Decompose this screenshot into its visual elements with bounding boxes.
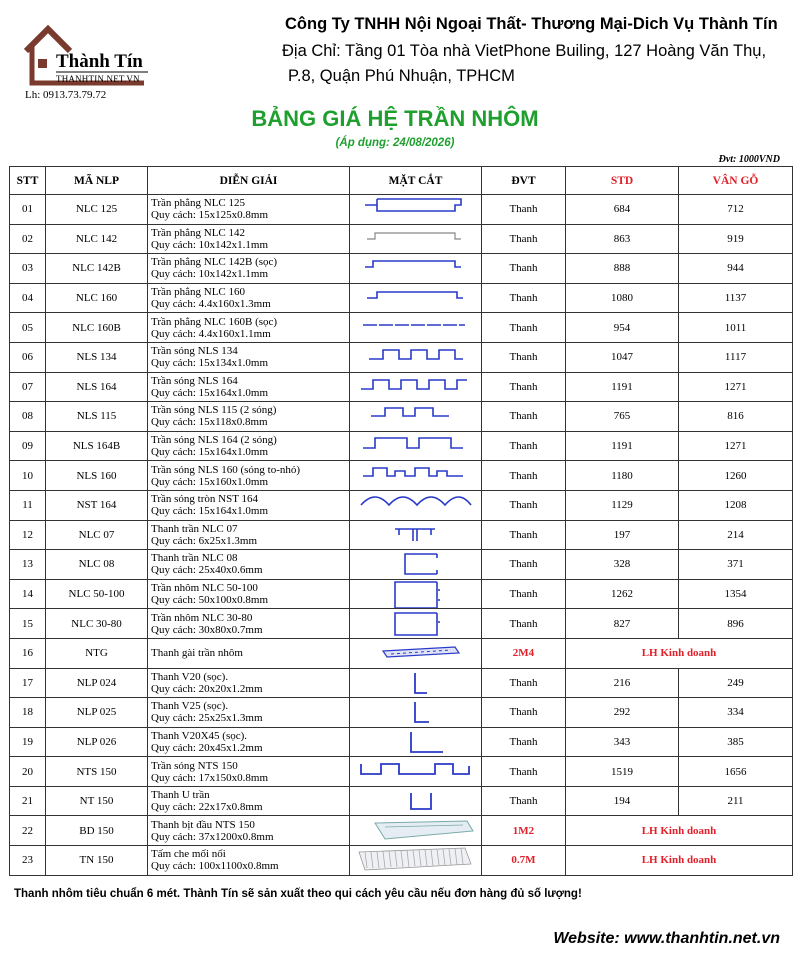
description-spec: Quy cách: 37x1200x0.8mm (151, 830, 274, 843)
description-spec: Quy cách: 15x118x0.8mm (151, 416, 268, 429)
cross-section-profile-icon (355, 402, 477, 430)
table-row (10, 224, 793, 254)
stt-cell: 18 (10, 698, 46, 728)
description-name: Trần sóng NLS 160 (sóng to-nhỏ) (151, 463, 301, 476)
stt-cell: 20 (10, 757, 46, 787)
code-cell: NLS 160 (46, 461, 148, 491)
cross-section-cell (350, 520, 482, 550)
description-name: Trần sóng NLS 164 (2 sóng) (151, 434, 277, 447)
description-name: Trần phẳng NLC 142 (151, 226, 246, 239)
stt-cell: 04 (10, 283, 46, 313)
cross-section-cell (350, 431, 482, 461)
col-header-std: STD (566, 167, 679, 195)
table-row (10, 490, 793, 520)
cross-section-cell (350, 550, 482, 580)
description-spec: Quy cách: 15x160x1.0mm (151, 475, 269, 488)
contact-sales-cell: LH Kinh doanh (566, 816, 793, 846)
effective-date: (Áp dụng: 24/08/2026) (335, 137, 455, 149)
unit-cell: Thanh (482, 461, 566, 491)
table-row (10, 342, 793, 372)
stt-cell: 23 (10, 846, 46, 876)
description-spec: Quy cách: 15x164x1.0mm (151, 386, 269, 399)
table-row (10, 846, 793, 876)
cross-section-cell (350, 195, 482, 225)
std-price-cell: 1047 (566, 342, 679, 372)
code-cell: NST 164 (46, 490, 148, 520)
code-cell: NLC 30-80 (46, 609, 148, 639)
unit-cell: Thanh (482, 283, 566, 313)
contact-sales-cell: LH Kinh doanh (566, 846, 793, 876)
description-spec: Quy cách: 15x164x1.0mm (151, 505, 269, 518)
col-header-wood: VÂN GỖ (679, 167, 793, 195)
description-spec: Quy cách: 50x100x0.8mm (151, 594, 269, 607)
wood-price-cell: 896 (679, 609, 793, 639)
description-spec: Quy cách: 22x17x0.8mm (151, 801, 263, 814)
stt-cell: 16 (10, 638, 46, 668)
std-price-cell: 1519 (566, 757, 679, 787)
wood-price-cell: 1208 (679, 490, 793, 520)
unit-cell: Thanh (482, 609, 566, 639)
unit-cell: Thanh (482, 757, 566, 787)
description-name: Trần sóng NTS 150 (151, 759, 238, 772)
wood-price-cell: 1260 (679, 461, 793, 491)
description-name: Trần sóng NLS 164 (151, 374, 238, 387)
logo-phone: Lh: 0913.73.79.72 (25, 89, 107, 101)
wood-price-cell: 944 (679, 254, 793, 284)
cross-section-profile-icon (355, 698, 477, 726)
description-spec: Quy cách: 10x142x1.1mm (151, 268, 269, 281)
address-line-1: Địa Chỉ: Tầng 01 Tòa nhà VietPhone Builing, 127 Hoàng Văn Thụ, (282, 42, 767, 60)
code-cell: NLS 134 (46, 342, 148, 372)
stt-cell: 11 (10, 490, 46, 520)
cross-section-profile-icon (355, 491, 477, 519)
std-price-cell: 1080 (566, 283, 679, 313)
col-header-code: MÃ NLP (46, 167, 148, 195)
table-row (10, 283, 793, 313)
description-cell (148, 698, 350, 728)
stt-cell: 21 (10, 786, 46, 816)
unit-cell: Thanh (482, 698, 566, 728)
description-spec: Quy cách: 4.4x160x1.1mm (151, 327, 271, 340)
table-row (10, 520, 793, 550)
unit-cell: Thanh (482, 786, 566, 816)
code-cell: NLP 025 (46, 698, 148, 728)
code-cell: BD 150 (46, 816, 148, 846)
description-cell (148, 461, 350, 491)
cross-section-profile-icon (355, 314, 477, 342)
description-cell (148, 786, 350, 816)
wood-price-cell: 1354 (679, 579, 793, 609)
std-price-cell: 1129 (566, 490, 679, 520)
std-price-cell: 684 (566, 195, 679, 225)
cross-section-cell (350, 402, 482, 432)
code-cell: NLC 142 (46, 224, 148, 254)
table-row (10, 668, 793, 698)
description-cell (148, 431, 350, 461)
cross-section-profile-icon (355, 373, 477, 401)
std-price-cell: 954 (566, 313, 679, 343)
table-row (10, 757, 793, 787)
description-spec: Quy cách: 17x150x0.8mm (151, 771, 269, 784)
table-row (10, 698, 793, 728)
currency-unit: Đvt: 1000VND (718, 154, 780, 165)
description-name: Trần sóng NLS 115 (2 sóng) (151, 404, 277, 417)
description-spec: Quy cách: 15x125x0.8mm (151, 209, 269, 222)
table-row (10, 638, 793, 668)
std-price-cell: 343 (566, 727, 679, 757)
table-row (10, 727, 793, 757)
unit-cell: Thanh (482, 195, 566, 225)
description-cell (148, 195, 350, 225)
description-name: Thanh trần NLC 07 (151, 522, 238, 535)
page-title: BẢNG GIÁ HỆ TRẦN NHÔM (251, 106, 539, 131)
std-price-cell: 888 (566, 254, 679, 284)
cross-section-profile-icon (355, 462, 477, 490)
code-cell: NTS 150 (46, 757, 148, 787)
wood-price-cell: 1271 (679, 372, 793, 402)
stt-cell: 10 (10, 461, 46, 491)
wood-price-cell: 371 (679, 550, 793, 580)
stt-cell: 17 (10, 668, 46, 698)
cross-section-profile-icon (355, 254, 477, 282)
stt-cell: 01 (10, 195, 46, 225)
description-cell (148, 550, 350, 580)
description-cell (148, 668, 350, 698)
std-price-cell: 216 (566, 668, 679, 698)
table-row (10, 579, 793, 609)
description-cell (148, 402, 350, 432)
description-name: Thanh U trần (151, 789, 210, 802)
description-spec: Quy cách: 10x142x1.1mm (151, 238, 269, 251)
stt-cell: 02 (10, 224, 46, 254)
footer-note: Thanh nhôm tiêu chuẩn 6 mét. Thành Tín sẽ sản xuất theo qui cách yêu cầu nếu đơn hàng đủ số lượng! (14, 888, 582, 900)
cross-section-profile-icon (355, 521, 477, 549)
unit-cell: Thanh (482, 313, 566, 343)
table-row (10, 195, 793, 225)
wood-price-cell: 816 (679, 402, 793, 432)
cross-section-profile-icon (355, 846, 477, 874)
unit-cell: Thanh (482, 402, 566, 432)
stt-cell: 09 (10, 431, 46, 461)
cross-section-cell (350, 342, 482, 372)
cross-section-profile-icon (355, 787, 477, 815)
cross-section-profile-icon (355, 669, 477, 697)
std-price-cell: 328 (566, 550, 679, 580)
cross-section-cell (350, 372, 482, 402)
table-header-row (10, 167, 793, 195)
wood-price-cell: 1011 (679, 313, 793, 343)
description-name: Thanh trần NLC 08 (151, 552, 238, 565)
description-cell (148, 757, 350, 787)
description-name: Thanh bịt đầu NTS 150 (151, 818, 255, 831)
cross-section-cell (350, 313, 482, 343)
code-cell: NLC 08 (46, 550, 148, 580)
wood-price-cell: 385 (679, 727, 793, 757)
table-row (10, 550, 793, 580)
code-cell: NLP 026 (46, 727, 148, 757)
code-cell: TN 150 (46, 846, 148, 876)
cross-section-cell (350, 698, 482, 728)
stt-cell: 12 (10, 520, 46, 550)
stt-cell: 06 (10, 342, 46, 372)
col-header-stt: STT (10, 167, 46, 195)
code-cell: NLP 024 (46, 668, 148, 698)
description-cell (148, 638, 350, 668)
wood-price-cell: 1117 (679, 342, 793, 372)
wood-price-cell: 1656 (679, 757, 793, 787)
description-cell (148, 224, 350, 254)
table-row (10, 461, 793, 491)
unit-cell: Thanh (482, 431, 566, 461)
cross-section-profile-icon (355, 195, 477, 223)
description-name: Thanh V20 (sọc). (151, 670, 229, 683)
description-cell (148, 727, 350, 757)
company-name: Công Ty TNHH Nội Ngoại Thất- Thương Mại-Dich Vụ Thành Tín (285, 15, 778, 33)
description-spec: Quy cách: 25x40x0.6mm (151, 564, 263, 577)
table-row (10, 431, 793, 461)
code-cell: NTG (46, 638, 148, 668)
table-row (10, 786, 793, 816)
page-header (0, 0, 800, 165)
cross-section-cell (350, 786, 482, 816)
cross-section-cell (350, 609, 482, 639)
description-spec: Quy cách: 4.4x160x1.3mm (151, 298, 271, 311)
unit-cell: Thanh (482, 520, 566, 550)
description-cell (148, 609, 350, 639)
table-body (10, 195, 793, 876)
description-spec: Quy cách: 6x25x1.3mm (151, 534, 258, 547)
stt-cell: 14 (10, 579, 46, 609)
unit-cell: Thanh (482, 254, 566, 284)
unit-cell: Thanh (482, 342, 566, 372)
description-name: Trần phẳng NLC 160 (151, 286, 246, 299)
description-spec: Quy cách: 25x25x1.3mm (151, 712, 263, 725)
code-cell: NLC 50-100 (46, 579, 148, 609)
unit-cell: 2M4 (482, 638, 566, 668)
code-cell: NLS 164 (46, 372, 148, 402)
cross-section-profile-icon (355, 728, 477, 756)
cross-section-cell (350, 668, 482, 698)
description-cell (148, 283, 350, 313)
cross-section-profile-icon (355, 550, 477, 578)
code-cell: NLC 160B (46, 313, 148, 343)
cross-section-cell (350, 461, 482, 491)
code-cell: NT 150 (46, 786, 148, 816)
description-spec: Quy cách: 15x164x1.0mm (151, 446, 269, 459)
std-price-cell: 1262 (566, 579, 679, 609)
stt-cell: 13 (10, 550, 46, 580)
code-cell: NLC 125 (46, 195, 148, 225)
stt-cell: 03 (10, 254, 46, 284)
std-price-cell: 292 (566, 698, 679, 728)
cross-section-cell (350, 757, 482, 787)
description-cell (148, 846, 350, 876)
cross-section-profile-icon (355, 284, 477, 312)
std-price-cell: 1191 (566, 431, 679, 461)
description-name: Trần nhôm NLC 30-80 (151, 611, 253, 624)
contact-sales-cell: LH Kinh doanh (566, 638, 793, 668)
logo-url: THANHTIN.NET.VN (56, 74, 140, 84)
code-cell: NLC 07 (46, 520, 148, 550)
std-price-cell: 863 (566, 224, 679, 254)
wood-price-cell: 211 (679, 786, 793, 816)
website-link[interactable]: Website: www.thanhtin.net.vn (553, 930, 780, 947)
wood-price-cell: 334 (679, 698, 793, 728)
cross-section-profile-icon (355, 758, 477, 786)
code-cell: NLC 142B (46, 254, 148, 284)
unit-cell: Thanh (482, 372, 566, 402)
cross-section-cell (350, 579, 482, 609)
cross-section-profile-icon (355, 610, 477, 638)
cross-section-profile-icon (355, 580, 477, 608)
table-row (10, 313, 793, 343)
std-price-cell: 194 (566, 786, 679, 816)
logo-name: Thành Tín (56, 51, 143, 72)
cross-section-cell (350, 638, 482, 668)
cross-section-profile-icon (355, 639, 477, 667)
unit-cell: Thanh (482, 727, 566, 757)
table-row (10, 816, 793, 846)
std-price-cell: 827 (566, 609, 679, 639)
description-cell (148, 816, 350, 846)
cross-section-profile-icon (355, 817, 477, 845)
stt-cell: 08 (10, 402, 46, 432)
company-logo (20, 25, 160, 105)
description-name: Trần phẳng NLC 125 (151, 197, 246, 210)
unit-cell: Thanh (482, 224, 566, 254)
cross-section-cell (350, 490, 482, 520)
cross-section-profile-icon (355, 343, 477, 371)
description-cell (148, 254, 350, 284)
cross-section-cell (350, 254, 482, 284)
cross-section-cell (350, 846, 482, 876)
cross-section-cell (350, 283, 482, 313)
table-row (10, 254, 793, 284)
description-cell (148, 372, 350, 402)
unit-cell: Thanh (482, 668, 566, 698)
description-spec: Quy cách: 30x80x0.7mm (151, 623, 263, 636)
std-price-cell: 197 (566, 520, 679, 550)
code-cell: NLS 164B (46, 431, 148, 461)
description-spec: Quy cách: 15x134x1.0mm (151, 357, 269, 370)
std-price-cell: 1180 (566, 461, 679, 491)
stt-cell: 19 (10, 727, 46, 757)
description-name: Tấm che mối nối (151, 848, 226, 861)
description-name: Trần nhôm NLC 50-100 (151, 582, 258, 595)
std-price-cell: 1191 (566, 372, 679, 402)
price-table (9, 166, 793, 876)
description-cell (148, 579, 350, 609)
wood-price-cell: 1271 (679, 431, 793, 461)
description-cell (148, 313, 350, 343)
cross-section-profile-icon (355, 225, 477, 253)
wood-price-cell: 1137 (679, 283, 793, 313)
unit-cell: Thanh (482, 579, 566, 609)
description-name: Trần sóng tròn NST 164 (151, 493, 258, 506)
description-cell (148, 520, 350, 550)
col-header-description: DIỄN GIẢI (148, 167, 350, 195)
address-line-2: P.8, Quận Phú Nhuận, TPHCM (288, 67, 515, 85)
description-name: Thanh V20X45 (sọc). (151, 729, 248, 742)
unit-cell: Thanh (482, 550, 566, 580)
stt-cell: 07 (10, 372, 46, 402)
code-cell: NLS 115 (46, 402, 148, 432)
stt-cell: 22 (10, 816, 46, 846)
description-spec: Quy cách: 100x1100x0.8mm (151, 860, 279, 873)
table-row (10, 372, 793, 402)
stt-cell: 15 (10, 609, 46, 639)
table-row (10, 402, 793, 432)
description-name: Trần phẳng NLC 160B (sọc) (151, 315, 278, 328)
wood-price-cell: 919 (679, 224, 793, 254)
description-name: Thanh gài trần nhôm (151, 647, 243, 660)
col-header-unit: ĐVT (482, 167, 566, 195)
cross-section-cell (350, 727, 482, 757)
col-header-section: MẶT CẮT (350, 167, 482, 195)
std-price-cell: 765 (566, 402, 679, 432)
cross-section-cell (350, 816, 482, 846)
cross-section-cell (350, 224, 482, 254)
unit-cell: 1M2 (482, 816, 566, 846)
table-row (10, 609, 793, 639)
stt-cell: 05 (10, 313, 46, 343)
description-cell (148, 342, 350, 372)
unit-cell: 0.7M (482, 846, 566, 876)
description-spec: Quy cách: 20x45x1.2mm (151, 741, 263, 754)
description-cell (148, 490, 350, 520)
description-name: Trần sóng NLS 134 (151, 345, 238, 358)
description-name: Thanh V25 (sọc). (151, 700, 229, 713)
wood-price-cell: 214 (679, 520, 793, 550)
description-spec: Quy cách: 20x20x1.2mm (151, 682, 263, 695)
wood-price-cell: 249 (679, 668, 793, 698)
cross-section-profile-icon (355, 432, 477, 460)
unit-cell: Thanh (482, 490, 566, 520)
code-cell: NLC 160 (46, 283, 148, 313)
description-name: Trần phẳng NLC 142B (sọc) (151, 256, 278, 269)
wood-price-cell: 712 (679, 195, 793, 225)
